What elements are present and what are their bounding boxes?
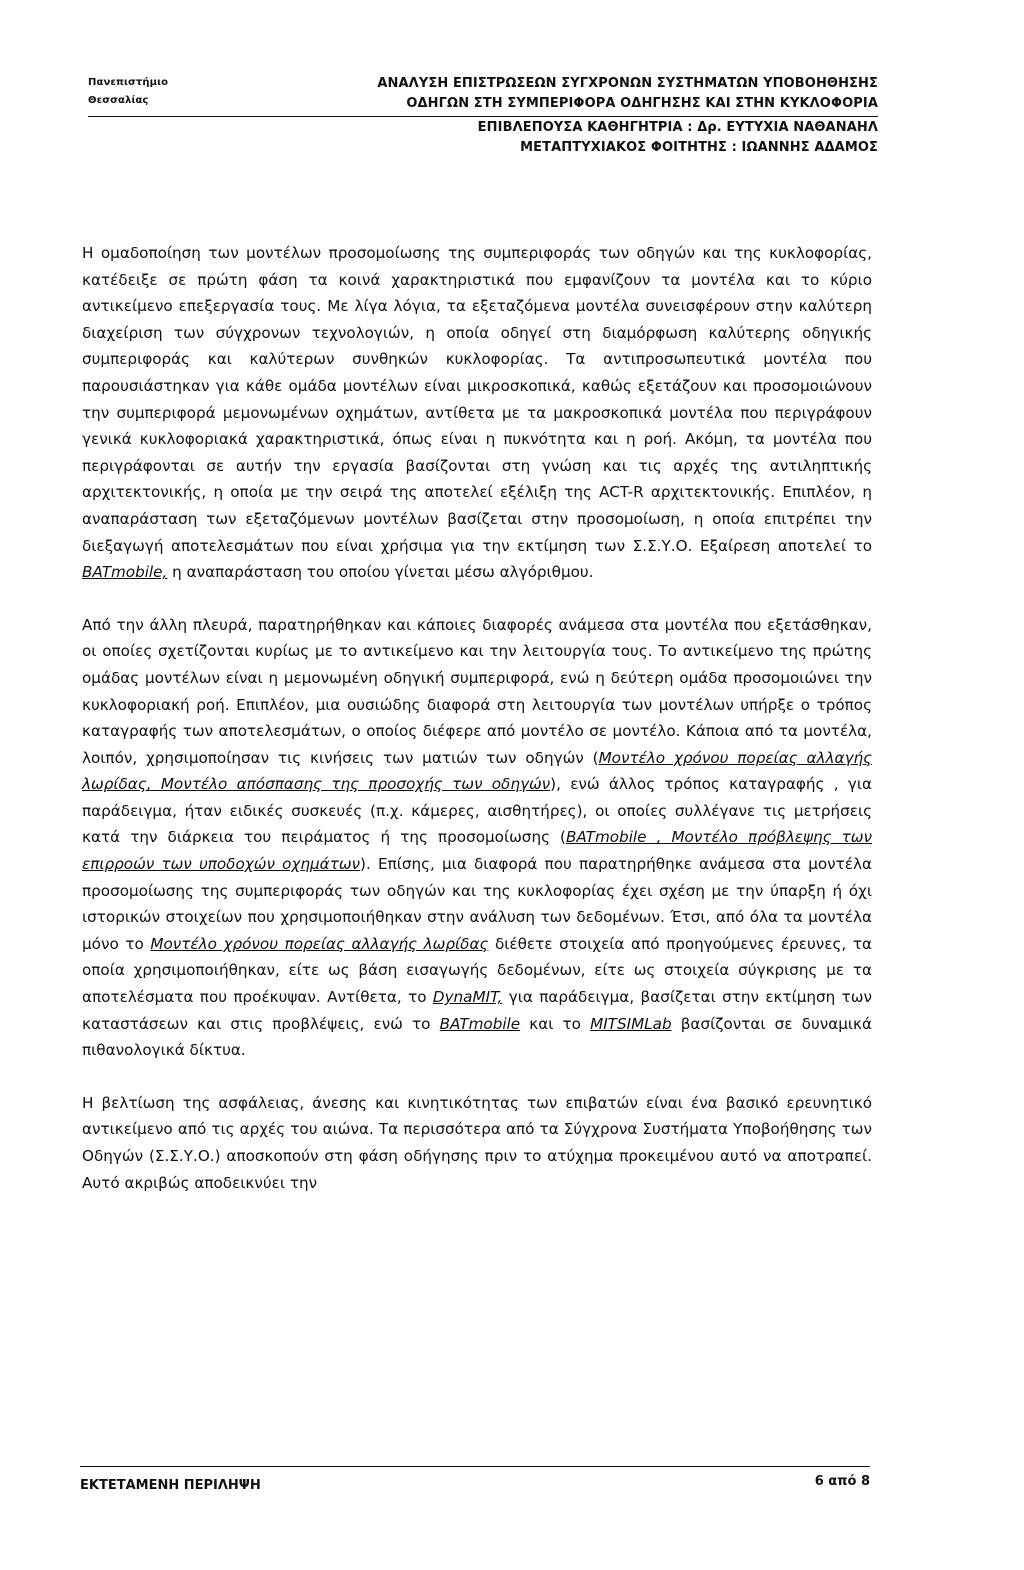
supervisor-line: ΕΠΙΒΛΕΠΟΥΣΑ ΚΑΘΗΓΗΤΡΙΑ : Δρ. ΕΥΤΥΧΙΑ ΝΑΘΑΝΑΗΛ bbox=[477, 120, 878, 135]
page-number: 6 από 8 bbox=[814, 1474, 870, 1489]
p2-emphasis-2: BATmobile , Μοντέλο πρόβλεψης των επιρροών των υποδοχών οχημάτων bbox=[82, 828, 872, 874]
p2-emphasis-5: BATmobile bbox=[439, 1014, 521, 1033]
thesis-title bbox=[238, 74, 878, 114]
university-label bbox=[88, 74, 168, 110]
title-line-1: ΑΝΑΛΥΣΗ ΕΠΙΣΤΡΩΣΕΩΝ ΣΥΓΧΡΟΝΩΝ ΣΥΣΤΗΜΑΤΩΝ ΥΠΟΒΟΗΘΗΣΗΣ bbox=[377, 76, 878, 91]
university-line-2: Θεσσαλίας bbox=[88, 95, 149, 106]
university-line-1: Πανεπιστήμιο bbox=[88, 77, 169, 88]
paragraph-3: Η βελτίωση της ασφάλειας, άνεσης και κινητικότητας των επιβατών είναι ένα βασικό ερευνητικό αντικείμενο από τις αρχές του αιώνα. Τα περισσότερα από τα Σύγχρονα Συστήματα Υποβοήθησης των Οδηγών (Σ.Σ.Υ.Ο.) αποσκοπούν στη φάση οδήγησης πριν το ατύχημα προκειμένου αυτό να αποτραπεί. Αυτό ακριβώς αποδεικνύει την bbox=[82, 1093, 872, 1192]
p2-emphasis-4: DynaMIT, bbox=[432, 988, 503, 1007]
p2-text-e: για παράδειγμα, βασίζεται στην εκτίμηση των καταστάσεων και στις προβλέψεις, ενώ το bbox=[82, 988, 872, 1033]
p1-emphasis: BATmobile, bbox=[82, 563, 168, 582]
p2-emphasis-3: Μοντέλο χρόνου πορείας αλλαγής λωρίδας bbox=[150, 934, 489, 953]
student-line: ΜΕΤΑΠΤΥΧΙΑΚΟΣ ΦΟΙΤΗΤΗΣ : ΙΩΑΝΝΗΣ ΑΔΑΜΟΣ bbox=[520, 140, 878, 155]
p2-text-g: βασίζονται σε δυναμικά πιθανολογικά δίκτυα. bbox=[82, 1014, 872, 1060]
thesis-meta bbox=[238, 118, 878, 158]
p2-emphasis-1: Μοντέλο χρόνου πορείας αλλαγής λωρίδας, Μοντέλο απόσπασης της προσοχής των οδηγών bbox=[82, 748, 873, 794]
title-line-2: ΟΔΗΓΩΝ ΣΤΗ ΣΥΜΠΕΡΙΦΟΡΑ ΟΔΗΓΗΣΗΣ ΚΑΙ ΣΤΗΝ ΚΥΚΛΟΦΟΡΙΑ bbox=[406, 96, 878, 111]
p2-emphasis-6: MITSIMLab bbox=[590, 1014, 672, 1033]
paragraph-1 bbox=[82, 240, 872, 586]
p2-text-a: Από την άλλη πλευρά, παρατηρήθηκαν και κάποιες διαφορές ανάμεσα στα μοντέλα που εξετάσθηκαν, οι οποίες σχετίζονται κυρίως με το αντικείμενο και την λειτουργία τους. Το αντικείμενο της πρώτης ομάδας μοντέλων είναι η μεμονωμένη οδηγική συμπεριφορά, ενώ η δεύτερη ομάδα προσομοιώνει την κυκλοφοριακή ροή. Επιπλέον, μια ουσιώδης διαφορά στη λειτουργία των μοντέλων υπήρξε ο τρόπος καταγραφής των αποτελεσμάτων, ο οποίος διέφερε από μοντέλο σε μοντέλο. Κάποια από τα μοντέλα, λοιπόν, χρησιμοποίησαν τις κινήσεις των ματιών των οδηγών ( bbox=[82, 615, 872, 767]
footer-section-label: ΕΚΤΕΤΑΜΕΝΗ ΠΕΡΙΛΗΨΗ bbox=[80, 1478, 261, 1493]
page-content bbox=[82, 240, 872, 1196]
p2-text-b: ), ενώ άλλος τρόπος καταγραφής , για παράδειγμα, ήταν ειδικές συσκευές (π.χ. κάμερες, αισθητήρες), οι οποίες συλλέγανε τις μετρήσεις κατά την διάρκεια του πειράματος ή της προσομοίωσης ( bbox=[82, 775, 872, 847]
header-divider bbox=[88, 116, 878, 117]
p2-text-f: και το bbox=[520, 1014, 591, 1033]
p2-text-c: ). Επίσης, μια διαφορά που παρατηρήθηκε ανάμεσα στα μοντέλα προσομοίωσης της συμπεριφοράς των οδηγών και της κυκλοφορίας έχει σχέση με την ύπαρξη ή όχι ιστορικών στοιχείων που χρησιμοποιήθηκαν στην ανάλυση των δεδομένων. Έτσι, από όλα τα μοντέλα μόνο το bbox=[82, 855, 872, 953]
paragraph-2 bbox=[82, 612, 872, 1064]
p2-text-d: διέθετε στοιχεία από προηγούμενες έρευνες, τα οποία χρησιμοποιήθηκαν, είτε ως βάση εισαγωγής δεδομένων, είτε ως στοιχεία σύγκρισης με τα αποτελέσματα που προέκυψαν. Αντίθετα, το bbox=[82, 934, 872, 1007]
p1-text-a: Η ομαδοποίηση των μοντέλων προσομοίωσης της συμπεριφοράς των οδηγών και της κυκλοφορίας, κατέδειξε σε πρώτη φάση τα κοινά χαρακτηριστικά που εμφανίζουν τα μοντέλα και το κύριο αντικείμενο επεξεργασία τους. Με λίγα λόγια, τα εξεταζόμενα μοντέλα συνεισφέρουν στην καλύτερη διαχείριση των σύγχρονων τεχνολογιών, η οποία οδηγεί στη διαμόρφωση καλύτερης οδηγικής συμπεριφοράς και καλύτερων συνθηκών κυκλοφορίας. Τα αντιπροσωπευτικά μοντέλα που παρουσιάστηκαν για κάθε ομάδα μοντέλων είναι μικροσκοπικά, καθώς εξετάζουν και προσομοιώνουν την συμπεριφορά μεμονωμένων οχημάτων, αντίθετα με τα μακροσκοπικά μοντέλα που περιγράφουν γενικά κυκλοφοριακά χαρακτηριστικά, όπως είναι η πυκνότητα και η ροή. Ακόμη, τα μοντέλα που περιγράφονται σε αυτήν την εργασία βασίζονται στη γνώση και τις αρχές της αντιληπτικής αρχιτεκτονικής, η οποία με την σειρά της αποτελεί εξέλιξη της ACT-R αρχιτεκτονικής. Επιπλέον, η αναπαράσταση των εξεταζόμενων μοντέλων βασίζεται στην προσομοίωση, η οποία επιτρέπει την διεξαγωγή αποτελεσμάτων που είναι χρήσιμα για την εκτίμηση των Σ.Σ.Υ.Ο. Εξαίρεση αποτελεί το bbox=[82, 244, 872, 555]
footer-divider bbox=[80, 1466, 870, 1467]
p1-text-b: η αναπαράσταση του οποίου γίνεται μέσω αλγόριθμου. bbox=[167, 563, 594, 582]
